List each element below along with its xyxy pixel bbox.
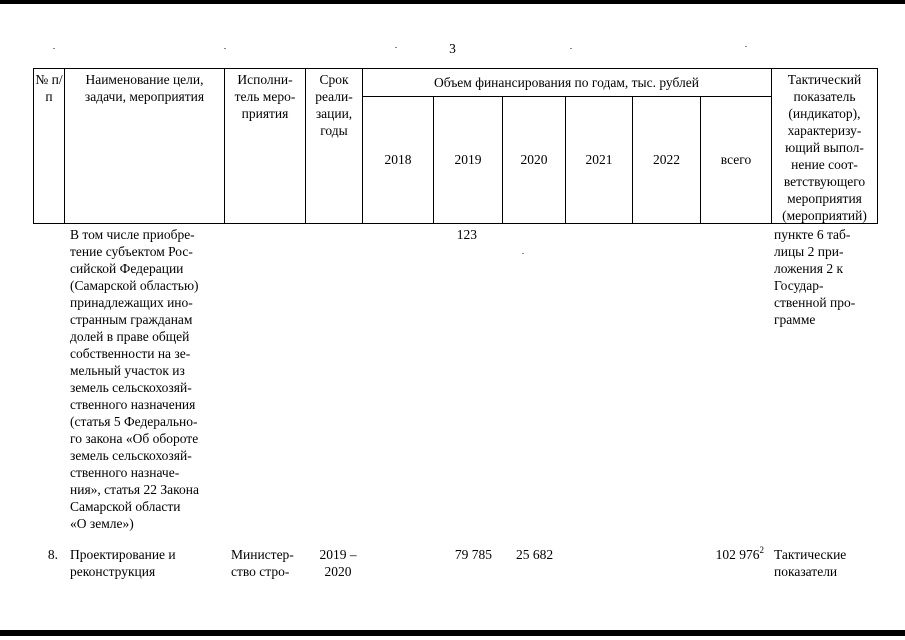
- text-line: пункте 6 таб-: [774, 227, 851, 242]
- row8-indicator: [774, 546, 874, 580]
- table-header: [33, 68, 878, 224]
- text-line: В том числе приобре-: [70, 227, 195, 242]
- header-year-2020: 2020: [520, 152, 548, 167]
- grid-line: [362, 68, 363, 224]
- text-line: Тактические: [774, 547, 847, 562]
- header-year-2022: 2022: [653, 152, 680, 167]
- header-num: № п/п: [35, 72, 63, 104]
- header-term: Срок реали-зации, годы: [315, 72, 353, 138]
- text-line: тение субъектом Рос-: [70, 244, 193, 259]
- grid-line: [224, 68, 225, 224]
- scan-speck: [53, 48, 55, 49]
- text-line: 2019 –: [319, 547, 357, 562]
- grid-line: [33, 68, 878, 69]
- row8-total-value: [680, 546, 764, 563]
- grid-line: [64, 68, 65, 224]
- text-line: Самарской области: [70, 499, 181, 514]
- row8-num: 8.: [47, 547, 58, 562]
- text-line: реконструкция: [70, 564, 156, 579]
- header-year-2018: 2018: [384, 152, 412, 167]
- text-line: земель сельскохозяй-: [70, 448, 192, 463]
- text-line: ственной про-: [774, 295, 856, 310]
- text-line: принадлежащих ино-: [70, 295, 193, 310]
- grid-line: [433, 96, 434, 224]
- row8-2019-value: 79 785: [454, 547, 492, 562]
- grid-line: [700, 96, 701, 224]
- text-line: ственного назначения: [70, 397, 196, 412]
- text-line: Проектирование и: [70, 547, 176, 562]
- text-line: сийской Федерации: [70, 261, 184, 276]
- text-line: ство стро-: [231, 564, 290, 579]
- text-line: 2020: [324, 564, 352, 579]
- text-line: Государ-: [774, 278, 824, 293]
- header-year-2021: 2021: [585, 152, 613, 167]
- text-line: земель сельскохозяй-: [70, 380, 192, 395]
- text-line: показатели: [774, 564, 838, 579]
- text-line: мельный участок из: [70, 363, 185, 378]
- grid-line: [502, 96, 503, 224]
- grid-line: [305, 68, 306, 224]
- grid-line: [362, 96, 771, 97]
- scan-speck: [395, 47, 397, 48]
- text-line: ния», статья 22 Закона: [70, 482, 199, 497]
- row8-term: [308, 546, 368, 580]
- text-line: грамме: [774, 312, 816, 327]
- row8-name: [70, 546, 228, 580]
- total-number: 102 976: [715, 547, 760, 562]
- text-line: ложения 2 к: [774, 261, 844, 276]
- header-name: Наименование цели, задачи, мероприятия: [84, 72, 205, 104]
- scan-speck: [745, 46, 747, 47]
- row8-2020-value: 25 682: [516, 547, 554, 562]
- text-line: лицы 2 при-: [774, 244, 844, 259]
- footnote-mark: 2: [759, 545, 764, 555]
- grid-line: [33, 68, 34, 224]
- bottom-border: [0, 630, 905, 636]
- continuation-2019-value: 123: [456, 227, 477, 242]
- text-line: ственного назначе-: [70, 465, 180, 480]
- header-year-2019: 2019: [454, 152, 482, 167]
- grid-line: [771, 68, 772, 224]
- row8-executor: [231, 546, 307, 580]
- header-total: всего: [720, 152, 752, 167]
- page-number: 3: [449, 41, 456, 56]
- text-line: собственности на зе-: [70, 346, 191, 361]
- text-line: Министер-: [231, 547, 294, 562]
- text-line: (статья 5 Федерально-: [70, 414, 198, 429]
- text-line: «О земле»): [70, 516, 134, 531]
- top-border: [0, 0, 905, 4]
- continuation-name: [70, 226, 228, 532]
- grid-line: [632, 96, 633, 224]
- text-line: долей в праве общей: [70, 329, 190, 344]
- header-funding: Объем финансирования по годам, тыс. рублей: [434, 75, 699, 90]
- scan-speck: [570, 48, 572, 49]
- header-indicator: Тактический показатель (индикатор), характеризу-ющий выпол-нение соот-ветствующего мероприятия (мероприятий): [782, 72, 867, 223]
- scan-speck: [224, 48, 226, 49]
- continuation-indicator: [774, 226, 874, 328]
- grid-line: [565, 96, 566, 224]
- text-line: странным гражданам: [70, 312, 193, 327]
- scan-speck: [522, 253, 524, 254]
- grid-line: [33, 223, 878, 224]
- header-executor: Исполни-тель меро-приятия: [234, 72, 296, 121]
- text-line: го закона «Об обороте: [70, 431, 199, 446]
- grid-line: [877, 68, 878, 224]
- text-line: (Самарской областью): [70, 278, 199, 293]
